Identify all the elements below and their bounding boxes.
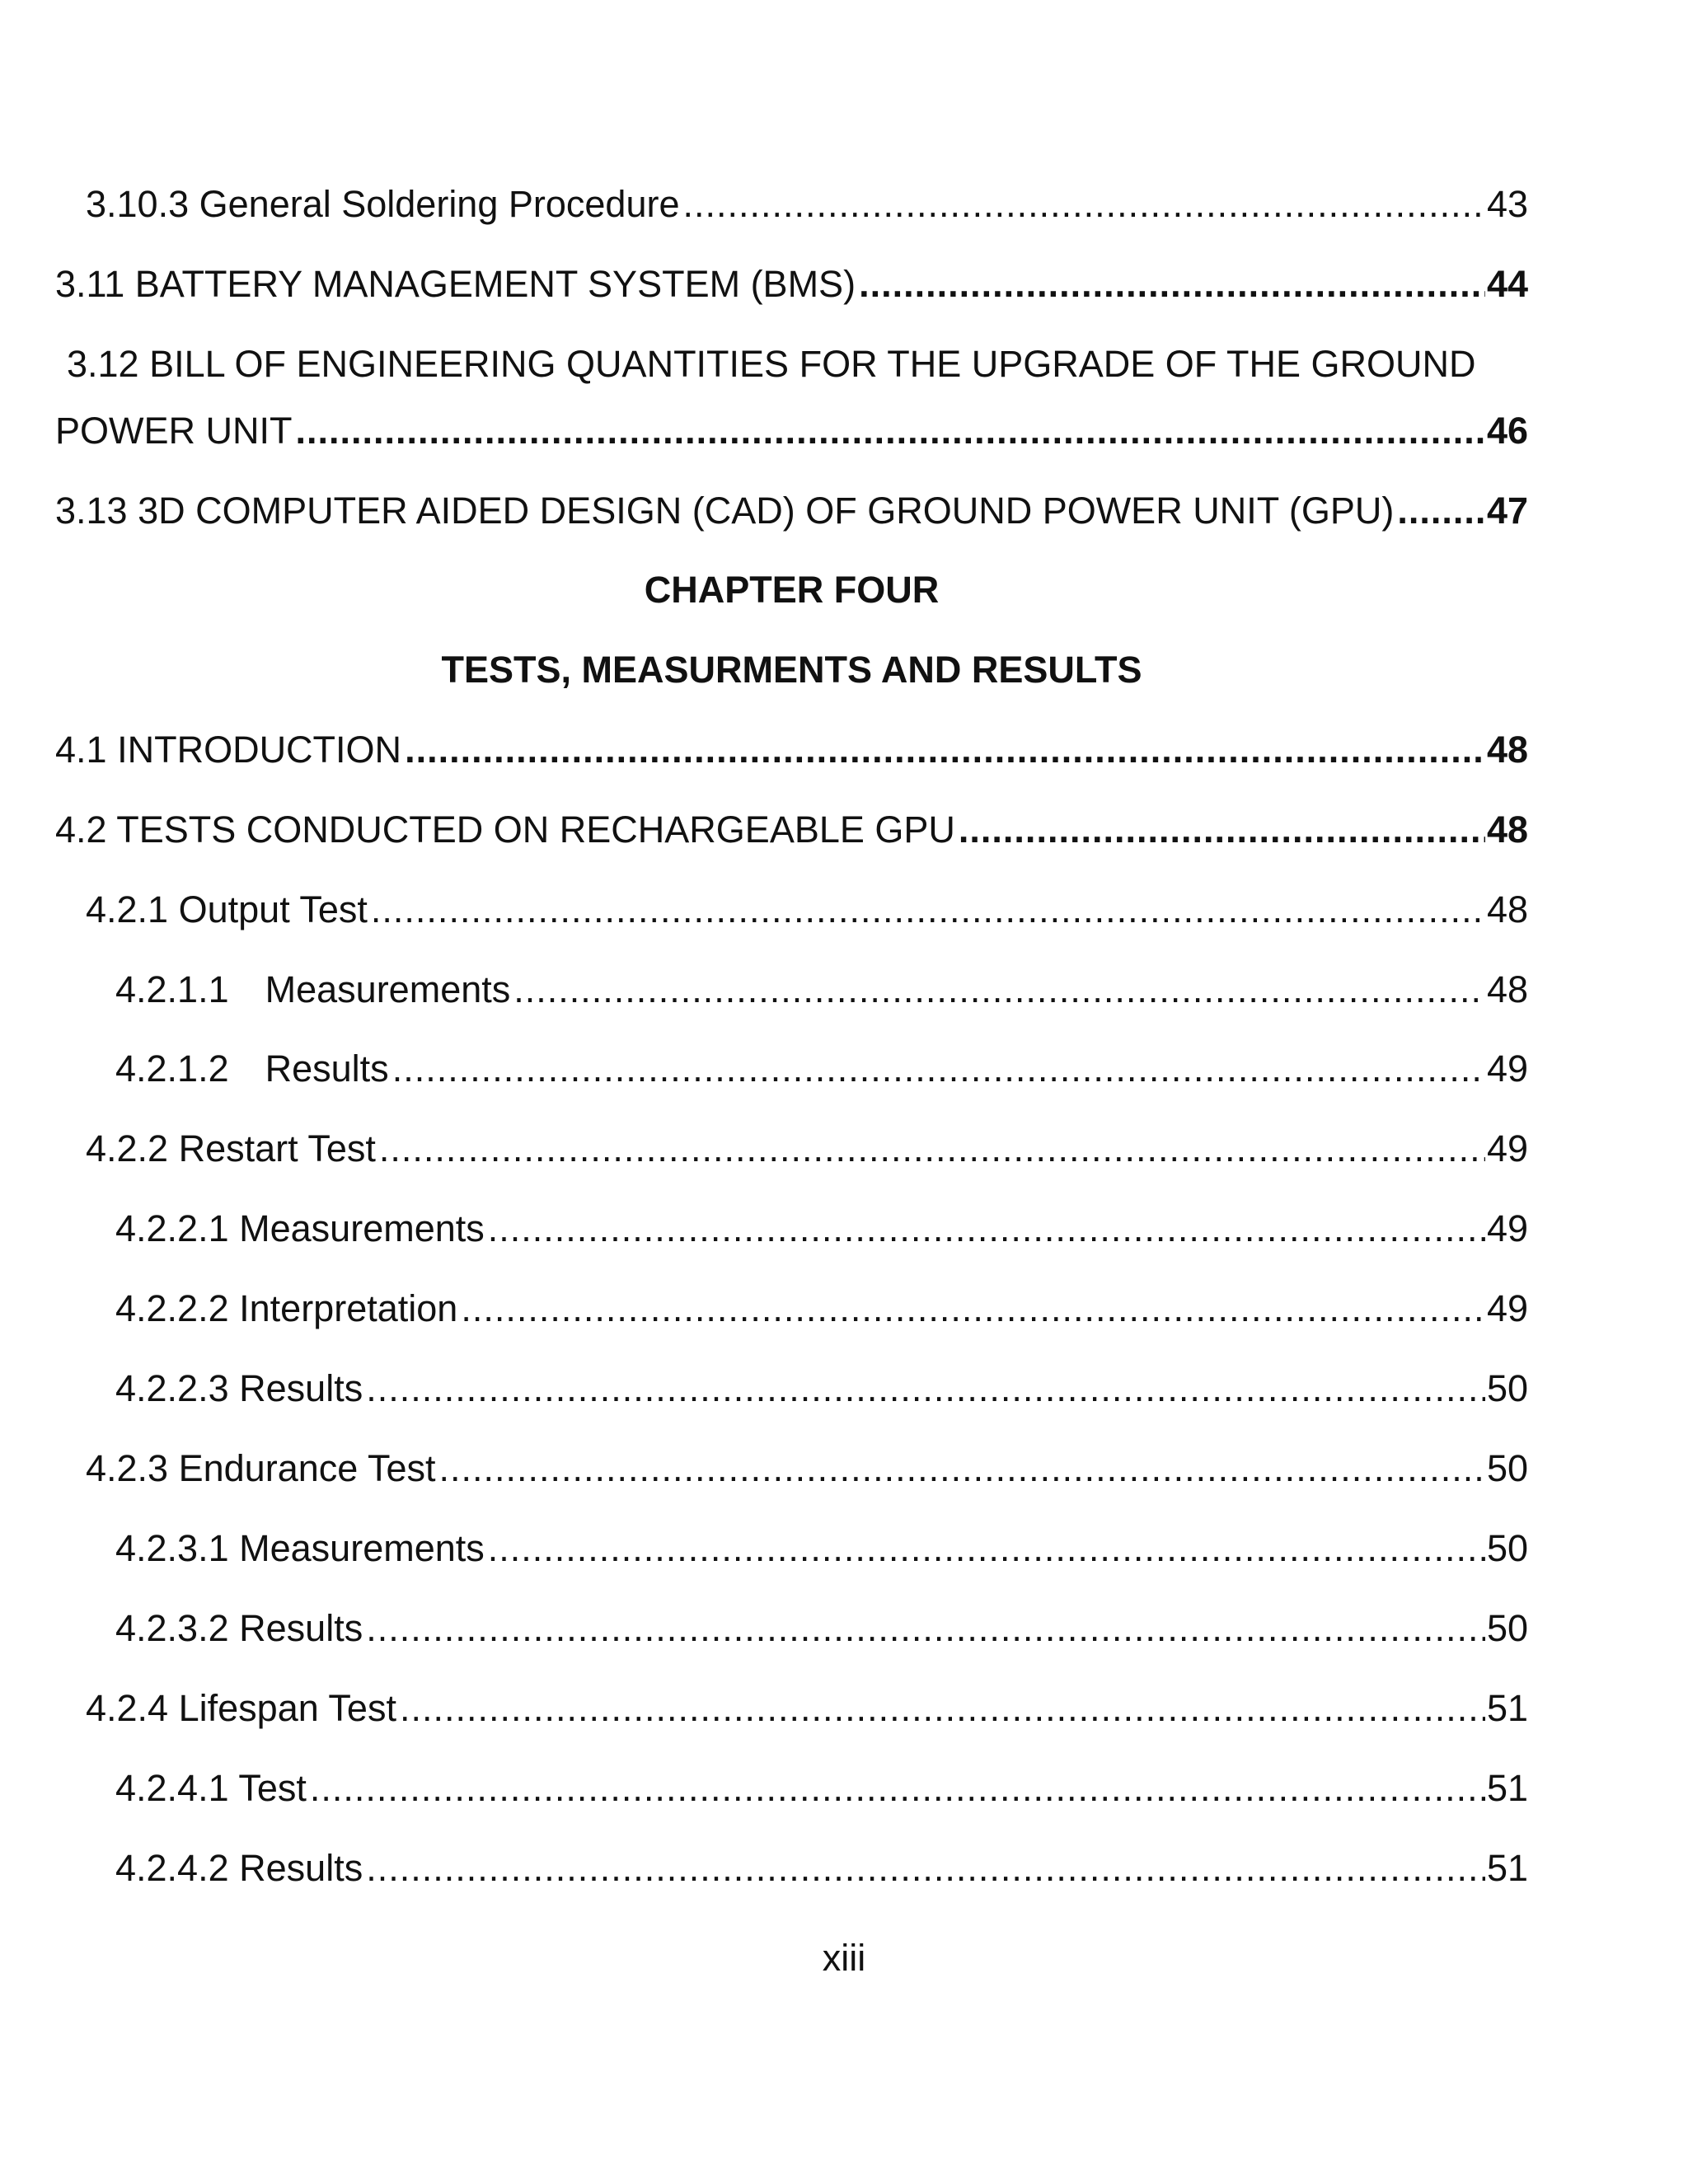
toc-entry-number: 4.2.4 (86, 1687, 169, 1729)
toc-entry-title (55, 805, 955, 855)
toc-leader-dots (439, 1444, 1485, 1493)
toc-entry-number: 3.10.3 (86, 183, 190, 225)
toc-entry-page: 50 (1486, 1527, 1528, 1569)
toc-entry-number: 3.12 (67, 343, 139, 385)
toc-entry-number: 4.2.2.3 (115, 1367, 229, 1409)
toc-entry-number: 4.2.1.2 (115, 1047, 229, 1090)
toc-leader-dots (371, 885, 1485, 935)
toc-entry-title (115, 965, 510, 1015)
toc-entry-number: 4.1 (55, 729, 107, 771)
toc-entry-page: 51 (1486, 1847, 1528, 1889)
toc-leader-dots (461, 1284, 1485, 1333)
toc-entry-page: 43 (1486, 183, 1528, 225)
toc-entry-text: INTRODUCTION (117, 729, 402, 771)
toc-leader-dots (379, 1124, 1485, 1174)
toc-entry (55, 1844, 1528, 1893)
toc-entry-number: 4.2.3.2 (115, 1607, 229, 1649)
toc-entry-text: Output Test (178, 888, 368, 930)
toc-entry-title (86, 180, 680, 229)
toc-entry-number: 4.2.4.1 (115, 1767, 229, 1809)
toc-entry-page: 48 (1486, 968, 1528, 1010)
toc-entry-number: 4.2.1 (86, 888, 169, 930)
toc-entry-text: BILL OF ENGINEERING QUANTITIES FOR THE UPGRADE OF THE GROUND (149, 343, 1476, 385)
toc-entry-text: Measurements (265, 968, 511, 1010)
toc-entry-text: TESTS CONDUCTED ON RECHARGEABLE GPU (116, 808, 955, 851)
page-number-footer: xiii (822, 1937, 866, 1979)
toc-leader-dots (310, 1764, 1485, 1813)
toc-entry-text: Results (239, 1607, 363, 1649)
toc-entry-title (115, 1524, 485, 1573)
toc-entry (55, 1044, 1528, 1094)
toc-entry-text: Lifespan Test (178, 1687, 396, 1729)
toc-leader-dots (859, 260, 1485, 309)
toc-entry-title (115, 1204, 485, 1254)
toc-entry-number: 4.2.2.2 (115, 1287, 229, 1329)
toc-entry-title (86, 1124, 376, 1174)
toc-entry (55, 1364, 1528, 1413)
toc-leader-dots (392, 1044, 1485, 1094)
toc-entry-title (86, 885, 368, 935)
toc-leader-dots (366, 1604, 1485, 1653)
toc-entry (55, 260, 1528, 309)
toc-entry-number: 4.2.2 (86, 1127, 169, 1169)
toc-leader-dots (1397, 486, 1485, 536)
toc-leader-dots (488, 1524, 1485, 1573)
toc-entry-text: Results (239, 1847, 363, 1889)
toc-entry-text: 3D COMPUTER AIDED DESIGN (CAD) OF GROUND POWER UNIT (GPU) (138, 490, 1395, 532)
toc-leader-dots (400, 1684, 1485, 1733)
toc-entry-text: Restart Test (178, 1127, 376, 1169)
toc-leader-dots (366, 1364, 1485, 1413)
toc-entry (55, 1124, 1528, 1174)
toc-leader-dots (296, 406, 1485, 456)
toc-entry-number: 4.2.2.1 (115, 1207, 229, 1249)
toc-entry-text: Results (265, 1047, 389, 1090)
toc-entry-title (115, 1844, 363, 1893)
toc-entry-page: 50 (1486, 1367, 1528, 1409)
toc-entry-title (115, 1604, 363, 1653)
toc-entry-number: 4.2.3 (86, 1447, 169, 1489)
toc-entry-page: 49 (1486, 1207, 1528, 1249)
toc-entry-text: General Soldering Procedure (199, 183, 680, 225)
toc-entry (55, 180, 1528, 229)
toc-entry-wrapped-first-line (55, 340, 1540, 389)
toc-entry-number: 4.2.1.1 (115, 968, 229, 1010)
toc-entry (55, 1684, 1528, 1733)
toc-leader-dots (959, 805, 1485, 855)
toc-entry-number: 3.11 (55, 263, 125, 305)
toc-entry-page: 51 (1486, 1687, 1528, 1729)
toc-entry-number: 4.2 (55, 808, 107, 851)
toc-entry-page: 48 (1486, 888, 1528, 930)
toc-entry (55, 1524, 1528, 1573)
chapter-title: TESTS, MEASURMENTS AND RESULTS (441, 649, 1142, 691)
toc-entry-text: Measurements (239, 1527, 485, 1569)
toc-entry (55, 1604, 1528, 1653)
toc-entry-page: 49 (1486, 1127, 1528, 1169)
toc-entry (55, 885, 1528, 935)
toc-entry (55, 406, 1528, 456)
toc-entry-page: 49 (1486, 1047, 1528, 1090)
toc-entry-title (115, 1284, 457, 1333)
toc-entry-title (115, 1764, 307, 1813)
toc-entry (55, 486, 1528, 536)
chapter-label: CHAPTER FOUR (644, 569, 940, 611)
toc-entry (55, 1284, 1528, 1333)
toc-entry-page: 48 (1486, 808, 1528, 851)
toc-entry-page: 51 (1486, 1767, 1528, 1809)
toc-entry-page: 46 (1486, 410, 1528, 452)
toc-entry-title (55, 260, 856, 309)
toc-entry-title (86, 1684, 396, 1733)
toc-entry (55, 1204, 1528, 1254)
toc-entry-title (55, 725, 401, 775)
toc-entry (55, 1444, 1528, 1493)
toc-entry-text: Test (238, 1767, 307, 1809)
toc-leader-dots (488, 1204, 1485, 1254)
toc-leader-dots (405, 725, 1485, 775)
toc-entry-number: 3.13 (55, 490, 128, 532)
toc-entry-text: Measurements (239, 1207, 485, 1249)
toc-entry-title (55, 486, 1394, 536)
toc-entry (55, 805, 1528, 855)
toc-leader-dots (366, 1844, 1485, 1893)
toc-entry-text: BATTERY MANAGEMENT SYSTEM (BMS) (134, 263, 856, 305)
toc-leader-dots (683, 180, 1485, 229)
toc-entry-number: 4.2.3.1 (115, 1527, 229, 1569)
toc-leader-dots (513, 965, 1485, 1015)
toc-entry-title (115, 1364, 363, 1413)
toc-entry-page: 44 (1486, 263, 1528, 305)
toc-entry-title (115, 1044, 389, 1094)
toc-entry-page: 49 (1486, 1287, 1528, 1329)
toc-entry (55, 965, 1528, 1015)
toc-entry-number: 4.2.4.2 (115, 1847, 229, 1889)
toc-entry-text: POWER UNIT (55, 410, 293, 452)
toc-entry-text: Interpretation (239, 1287, 458, 1329)
toc-entry-title (86, 1444, 436, 1493)
toc-entry-page: 50 (1486, 1607, 1528, 1649)
toc-entry-text: Endurance Test (178, 1447, 436, 1489)
toc-entry (55, 1764, 1528, 1813)
toc-entry-page: 47 (1486, 490, 1528, 532)
toc-entry-page: 50 (1486, 1447, 1528, 1489)
toc-entry-text: Results (239, 1367, 363, 1409)
toc-entry (55, 725, 1528, 775)
toc-entry-page: 48 (1486, 729, 1528, 771)
